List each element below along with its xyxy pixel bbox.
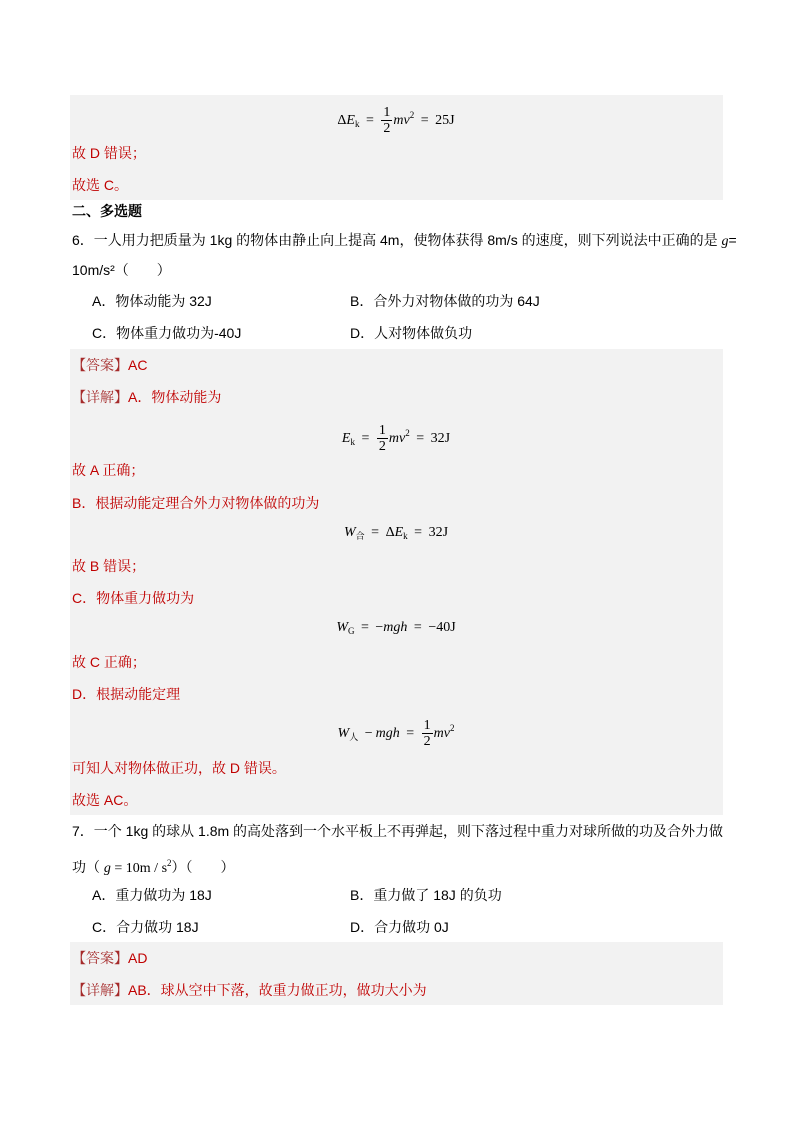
formula-net-work: $W_合 = \Delta E_k = 32J$ <box>343 525 449 541</box>
q6-option-b: B．合外力对物体做的功为 64J <box>350 293 540 309</box>
answer-tag: 【答案】 <box>72 357 128 373</box>
fraction: $\frac{1}{2}$ <box>423 718 431 750</box>
question-7-stem-line1: 7．一个 1kg 的球从 1.8m 的高处落到一个水平板上不再弹起，则下落过程中重力对球所做的功及合外力做 <box>72 823 724 839</box>
answer-7 <box>72 943 720 973</box>
conclusion-a: 故 A 正确； <box>72 462 145 478</box>
fraction: $\frac{1}{2}$ <box>378 423 386 455</box>
final-choice-ac: 故选 AC。 <box>72 792 138 808</box>
final-choice-c: 故选 C。 <box>72 177 128 193</box>
section-heading: 二、多选题 <box>72 203 142 219</box>
q7-option-a: A．重力做功为 18J <box>92 887 212 903</box>
detail-6-intro: 【详解】A．物体动能为 <box>72 389 222 405</box>
q6-option-a: A．物体动能为 32J <box>92 293 212 309</box>
g-symbol: g <box>721 234 729 249</box>
step-b: B．根据动能定理合外力对物体做的功为 <box>72 495 320 511</box>
detail-tag: 【详解】 <box>72 389 128 405</box>
answer-value: AD <box>128 950 148 966</box>
q7-option-d: D．合力做功 0J <box>350 919 449 935</box>
step-c: C．物体重力做功为 <box>72 590 195 606</box>
question-6-stem-line2: 10m/s²（ ） <box>72 262 171 278</box>
g-value-formula: $g = 10m / s^2$ <box>103 858 172 876</box>
question-7-stem-line2: 功（ $g = 10m / s^2$）（ ） <box>72 858 235 876</box>
detail-7-intro: 【详解】AB．球从空中下落，故重力做正功，做功大小为 <box>72 982 427 998</box>
formula-kinetic-energy-25j: $\Delta E_k$ = $\frac{1}{2}$ $mv^2 = 25J$ <box>337 105 455 137</box>
conclusion-d: 可知人对物体做正功，故 D 错误。 <box>72 760 286 776</box>
conclusion-b: 故 B 错误； <box>72 558 146 574</box>
q7-option-b: B．重力做了 18J 的负功 <box>350 887 502 903</box>
conclusion-c: 故 C 正确； <box>72 654 146 670</box>
answer-6 <box>72 350 720 380</box>
formula-gravity-work: $W_G = -mgh = -40J$ <box>336 620 456 636</box>
step-d: D．根据动能定理 <box>72 686 181 702</box>
answer-tag: 【答案】 <box>72 950 128 966</box>
fraction: $\frac{1}{2}$ <box>383 105 391 137</box>
answer-value: AC <box>128 357 148 373</box>
question-6-stem-line1: 6．一人用力把质量为 1kg 的物体由静止向上提高 4m，使物体获得 8m/s 的速度，则下列说法中正确的是 g= <box>72 232 737 249</box>
formula-person-work: $W_人$ − mgh = $\frac{1}{2}$ $mv^2$ <box>337 718 455 750</box>
q6-option-d: D．人对物体做负功 <box>350 325 473 341</box>
q6-option-c: C．物体重力做功为-40J <box>92 325 242 341</box>
detail-tag: 【详解】 <box>72 982 128 998</box>
q7-option-c: C．合力做功 18J <box>92 919 199 935</box>
formula-kinetic-energy-32j: $E_k$ = $\frac{1}{2}$ $mv^2 = 32J$ <box>341 423 451 455</box>
conclusion-d-wrong: 故 D 错误； <box>72 145 146 161</box>
